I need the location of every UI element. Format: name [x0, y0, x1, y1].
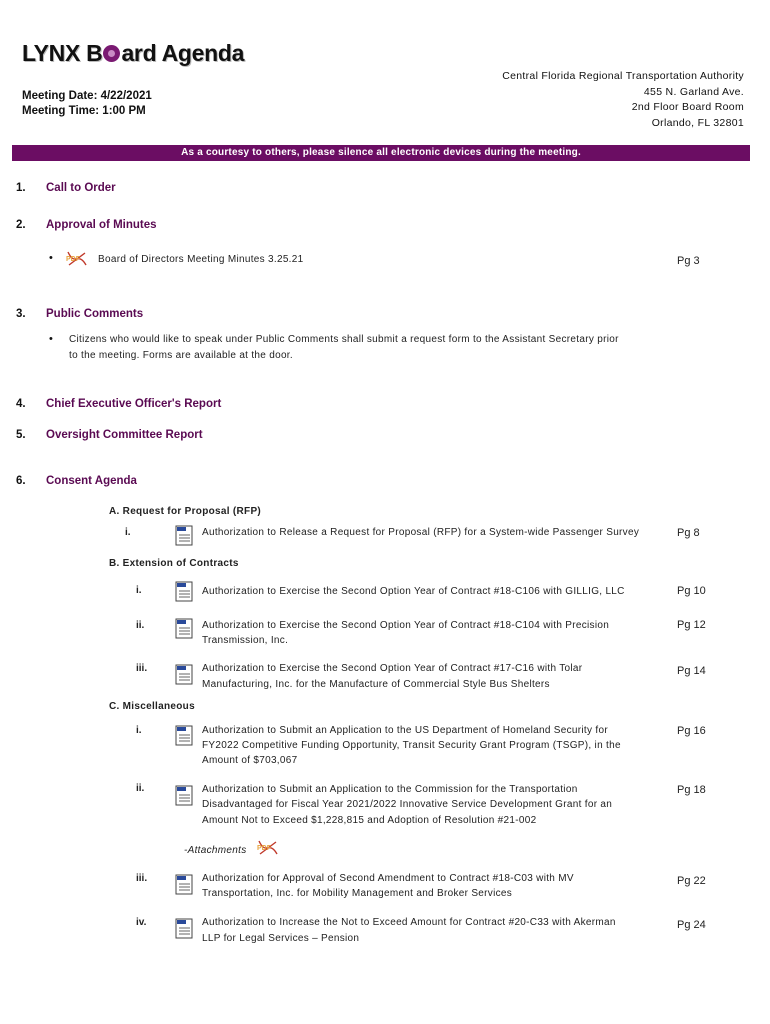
document-icon[interactable] — [175, 618, 195, 640]
agenda-item-link[interactable]: Authorization to Submit an Application to the Commission for the Transportation — [202, 784, 578, 795]
item-numeral: iii. — [136, 873, 148, 884]
address-line: 455 N. Garland Ave. — [643, 86, 744, 98]
item-number: 3. — [16, 308, 26, 320]
subsection-miscellaneous: C. Miscellaneous — [109, 701, 195, 712]
svg-text:PDF: PDF — [257, 845, 271, 852]
page-reference: Pg 3 — [677, 255, 700, 267]
agenda-item-link[interactable]: Amount of $703,067 — [202, 755, 298, 766]
page-reference: Pg 16 — [677, 725, 706, 737]
item-numeral: iii. — [136, 663, 148, 674]
agenda-item-link[interactable]: Amount Not to Exceed $1,228,815 and Adoption of Resolution #21-002 — [202, 815, 537, 826]
page-reference: Pg 14 — [677, 665, 706, 677]
item-number: 2. — [16, 219, 26, 231]
item-numeral: i. — [136, 585, 142, 596]
item-numeral: i. — [125, 527, 131, 538]
agenda-item-link[interactable]: Authorization to Exercise the Second Option Year of Contract #17-C16 with Tolar — [202, 663, 583, 674]
document-icon[interactable] — [175, 525, 195, 547]
document-icon[interactable] — [175, 725, 195, 747]
agenda-item-link[interactable]: Authorization to Submit an Application to the US Department of Homeland Security for — [202, 725, 608, 736]
agenda-item-link[interactable]: LLP for Legal Services – Pension — [202, 933, 360, 944]
public-comments-text: Citizens who would like to speak under Public Comments shall submit a request form to the Assistant Secretary prior — [69, 334, 619, 345]
section-oversight-report: Oversight Committee Report — [46, 429, 203, 441]
document-icon[interactable] — [175, 918, 195, 940]
section-ceo-report: Chief Executive Officer's Report — [46, 398, 222, 410]
lynx-logo-icon — [103, 45, 120, 62]
item-number: 4. — [16, 398, 26, 410]
section-public-comments: Public Comments — [46, 308, 144, 320]
page-reference: Pg 8 — [677, 527, 700, 539]
item-numeral: ii. — [136, 783, 145, 794]
address-line: Orlando, FL 32801 — [651, 117, 744, 129]
address-line: Central Florida Regional Transportation Authority — [502, 70, 744, 82]
page-reference: Pg 12 — [677, 619, 706, 631]
section-call-to-order: Call to Order — [46, 182, 116, 194]
document-icon[interactable] — [175, 785, 195, 807]
svg-text:PDF: PDF — [66, 256, 80, 263]
item-number: 1. — [16, 182, 26, 194]
item-number: 6. — [16, 475, 26, 487]
section-consent-agenda: Consent Agenda — [46, 475, 137, 487]
page-reference: Pg 18 — [677, 784, 706, 796]
agenda-item-link[interactable]: FY2022 Competitive Funding Opportunity, Transit Security Grant Program (TSGP), in the — [202, 740, 621, 751]
agenda-item-link[interactable]: Authorization for Approval of Second Amendment to Contract #18-C03 with MV — [202, 873, 574, 884]
agenda-item-link[interactable]: Manufacturing, Inc. for the Manufacture of Commercial Style Bus Shelters — [202, 679, 550, 690]
meeting-time: Meeting Time: 1:00 PM — [22, 105, 146, 117]
document-icon[interactable] — [175, 874, 195, 896]
meeting-date: Meeting Date: 4/22/2021 — [22, 90, 152, 102]
agenda-item-link[interactable]: Authorization to Exercise the Second Option Year of Contract #18-C106 with GILLIG, LLC — [202, 586, 625, 597]
minutes-document-link[interactable]: Board of Directors Meeting Minutes 3.25.21 — [98, 254, 304, 265]
public-comments-text: to the meeting. Forms are available at the door. — [69, 350, 293, 361]
item-numeral: ii. — [136, 620, 145, 631]
document-icon[interactable] — [175, 581, 195, 603]
document-icon[interactable] — [175, 664, 195, 686]
pdf-attachment-icon[interactable] — [65, 249, 89, 269]
agenda-item-link[interactable]: Authorization to Increase the Not to Exceed Amount for Contract #20-C33 with Akerman — [202, 917, 616, 928]
agenda-item-link[interactable]: Transmission, Inc. — [202, 635, 289, 646]
item-number: 5. — [16, 429, 26, 441]
page-reference: Pg 10 — [677, 585, 706, 597]
section-approval-of-minutes: Approval of Minutes — [46, 219, 157, 231]
agenda-title: LYNX B ard Agenda — [22, 40, 245, 66]
subsection-extension-of-contracts: B. Extension of Contracts — [109, 558, 239, 569]
item-numeral: iv. — [136, 917, 147, 928]
item-numeral: i. — [136, 725, 142, 736]
page-reference: Pg 24 — [677, 919, 706, 931]
subsection-rfp: A. Request for Proposal (RFP) — [109, 506, 262, 517]
agenda-item-link[interactable]: Authorization to Release a Request for Proposal (RFP) for a System-wide Passenger Survey — [202, 527, 640, 538]
address-line: 2nd Floor Board Room — [631, 101, 744, 113]
agenda-item-link[interactable]: Transportation, Inc. for Mobility Management and Broker Services — [202, 888, 513, 899]
agenda-item-link[interactable]: Authorization to Exercise the Second Option Year of Contract #18-C104 with Precision — [202, 620, 610, 631]
page-reference: Pg 22 — [677, 875, 706, 887]
agenda-item-link[interactable]: Disadvantaged for Fiscal Year 2021/2022 Innovative Service Development Grant for an — [202, 799, 613, 810]
courtesy-banner: As a courtesy to others, please silence all electronic devices during the meeting. — [12, 145, 750, 161]
attachments-label: -Attachments — [184, 845, 247, 856]
pdf-attachment-icon[interactable] — [256, 838, 280, 858]
bullet: • — [49, 252, 53, 264]
bullet: • — [49, 333, 53, 345]
